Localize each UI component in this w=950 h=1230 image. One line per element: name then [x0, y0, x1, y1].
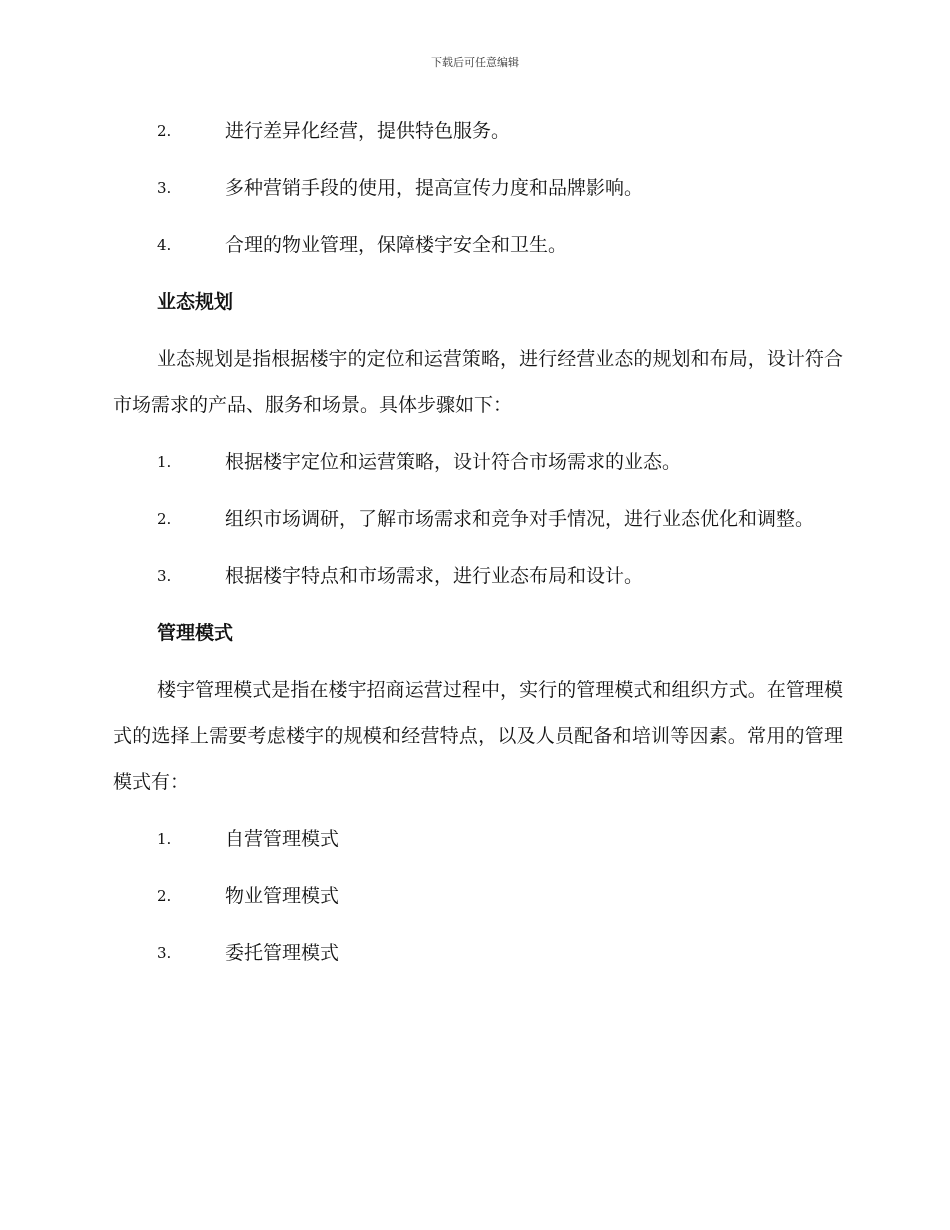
section-heading-management-mode: 管理模式	[157, 622, 234, 644]
list-number: 1.	[157, 453, 172, 471]
list-text: 多种营销手段的使用，提高宣传力度和品牌影响。	[225, 177, 644, 199]
list-number: 3.	[157, 944, 172, 962]
list-item	[113, 439, 843, 485]
list-item	[113, 108, 843, 154]
list-item	[113, 816, 843, 862]
list-item	[113, 873, 843, 919]
list-text: 合理的物业管理，保障楼宇安全和卫生。	[225, 234, 568, 256]
list-item	[113, 553, 843, 599]
document-body	[113, 108, 843, 987]
list-text: 根据楼宇特点和市场需求，进行业态布局和设计。	[225, 565, 644, 587]
list-number: 2.	[157, 510, 172, 528]
list-text: 物业管理模式	[225, 885, 340, 907]
page-header: 下载后可任意编辑	[431, 56, 519, 69]
list-text: 根据楼宇定位和运营策略，设计符合市场需求的业态。	[225, 451, 682, 473]
section-heading-business-planning: 业态规划	[157, 291, 234, 313]
list-text: 进行差异化经营，提供特色服务。	[225, 120, 511, 142]
section-paragraph-management-mode: 楼宇管理模式是指在楼宇招商运营过程中，实行的管理模式和组织方式。在管理模式的选择上需要考虑楼宇的规模和经营特点，以及人员配备和培训等因素。常用的管理模式有：	[113, 679, 843, 793]
list-number: 3.	[157, 567, 172, 585]
list-item	[113, 496, 843, 542]
list-text: 组织市场调研，了解市场需求和竞争对手情况，进行业态优化和调整。	[225, 508, 815, 530]
list-number: 4.	[157, 236, 172, 254]
list-number: 2.	[157, 887, 172, 905]
list-number: 3.	[157, 179, 172, 197]
list-item	[113, 930, 843, 976]
list-number: 2.	[157, 122, 172, 140]
list-number: 1.	[157, 830, 172, 848]
list-item	[113, 165, 843, 211]
list-text: 委托管理模式	[225, 942, 340, 964]
list-item	[113, 222, 843, 268]
list-text: 自营管理模式	[225, 828, 340, 850]
section-paragraph-business-planning: 业态规划是指根据楼宇的定位和运营策略，进行经营业态的规划和布局，设计符合市场需求的产品、服务和场景。具体步骤如下：	[113, 348, 843, 416]
